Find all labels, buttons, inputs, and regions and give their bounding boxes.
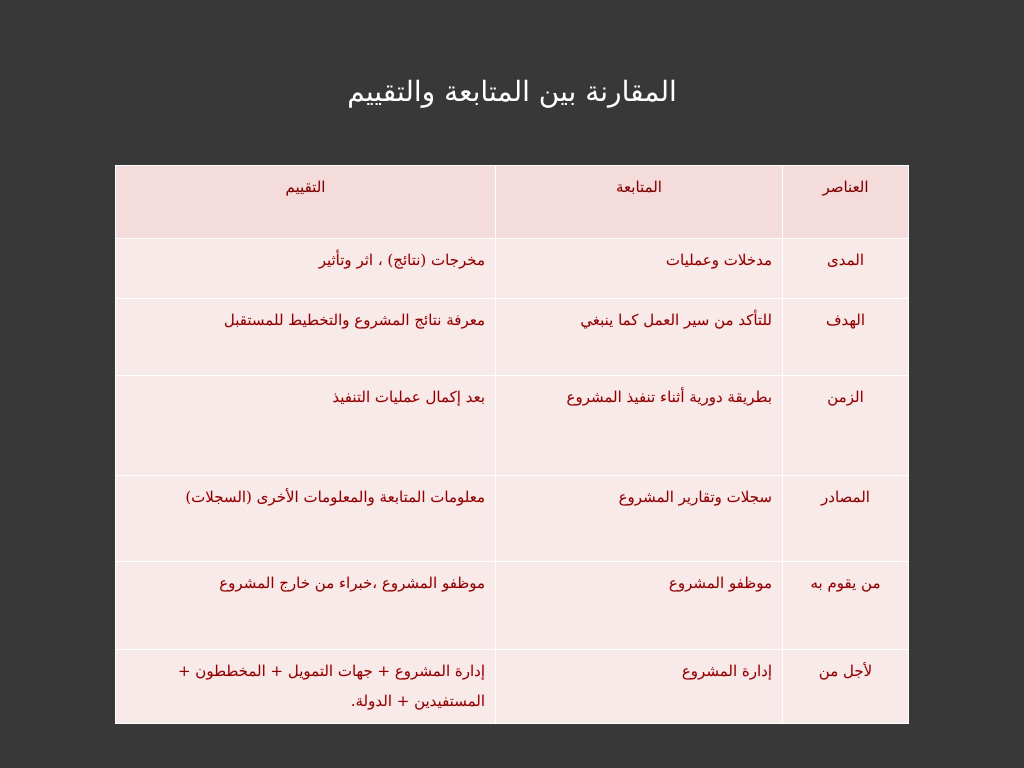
table-row xyxy=(116,299,909,376)
header-evaluation: التقييم xyxy=(116,166,496,239)
row-evaluation: معلومات المتابعة والمعلومات الأخرى (السجلات) xyxy=(116,476,496,562)
row-monitoring: إدارة المشروع xyxy=(496,650,783,724)
row-monitoring: للتأكد من سير العمل كما ينبغي xyxy=(496,299,783,376)
row-element: المدى xyxy=(783,239,909,299)
table-row xyxy=(116,476,909,562)
header-monitoring: المتابعة xyxy=(496,166,783,239)
row-monitoring: مدخلات وعمليات xyxy=(496,239,783,299)
row-evaluation: مخرجات (نتائج) ، اثر وتأثير xyxy=(116,239,496,299)
row-monitoring: سجلات وتقارير المشروع xyxy=(496,476,783,562)
row-monitoring: بطريقة دورية أثناء تنفيذ المشروع xyxy=(496,376,783,476)
row-monitoring: موظفو المشروع xyxy=(496,562,783,650)
table-row xyxy=(116,650,909,724)
comparison-table xyxy=(115,165,909,724)
row-evaluation: معرفة نتائج المشروع والتخطيط للمستقبل xyxy=(116,299,496,376)
table-row xyxy=(116,239,909,299)
row-element: الهدف xyxy=(783,299,909,376)
row-element: المصادر xyxy=(783,476,909,562)
row-element: الزمن xyxy=(783,376,909,476)
row-evaluation: بعد إكمال عمليات التنفيذ xyxy=(116,376,496,476)
row-element: من يقوم به xyxy=(783,562,909,650)
slide-title: المقارنة بين المتابعة والتقييم xyxy=(347,75,677,108)
row-element: لأجل من xyxy=(783,650,909,724)
row-evaluation: إدارة المشروع + جهات التمويل + المخططون + المستفيدين + الدولة. xyxy=(116,650,496,724)
table-row xyxy=(116,376,909,476)
row-evaluation: موظفو المشروع ،خبراء من خارج المشروع xyxy=(116,562,496,650)
table-row xyxy=(116,562,909,650)
table-header-row xyxy=(116,166,909,239)
header-elements: العناصر xyxy=(783,166,909,239)
